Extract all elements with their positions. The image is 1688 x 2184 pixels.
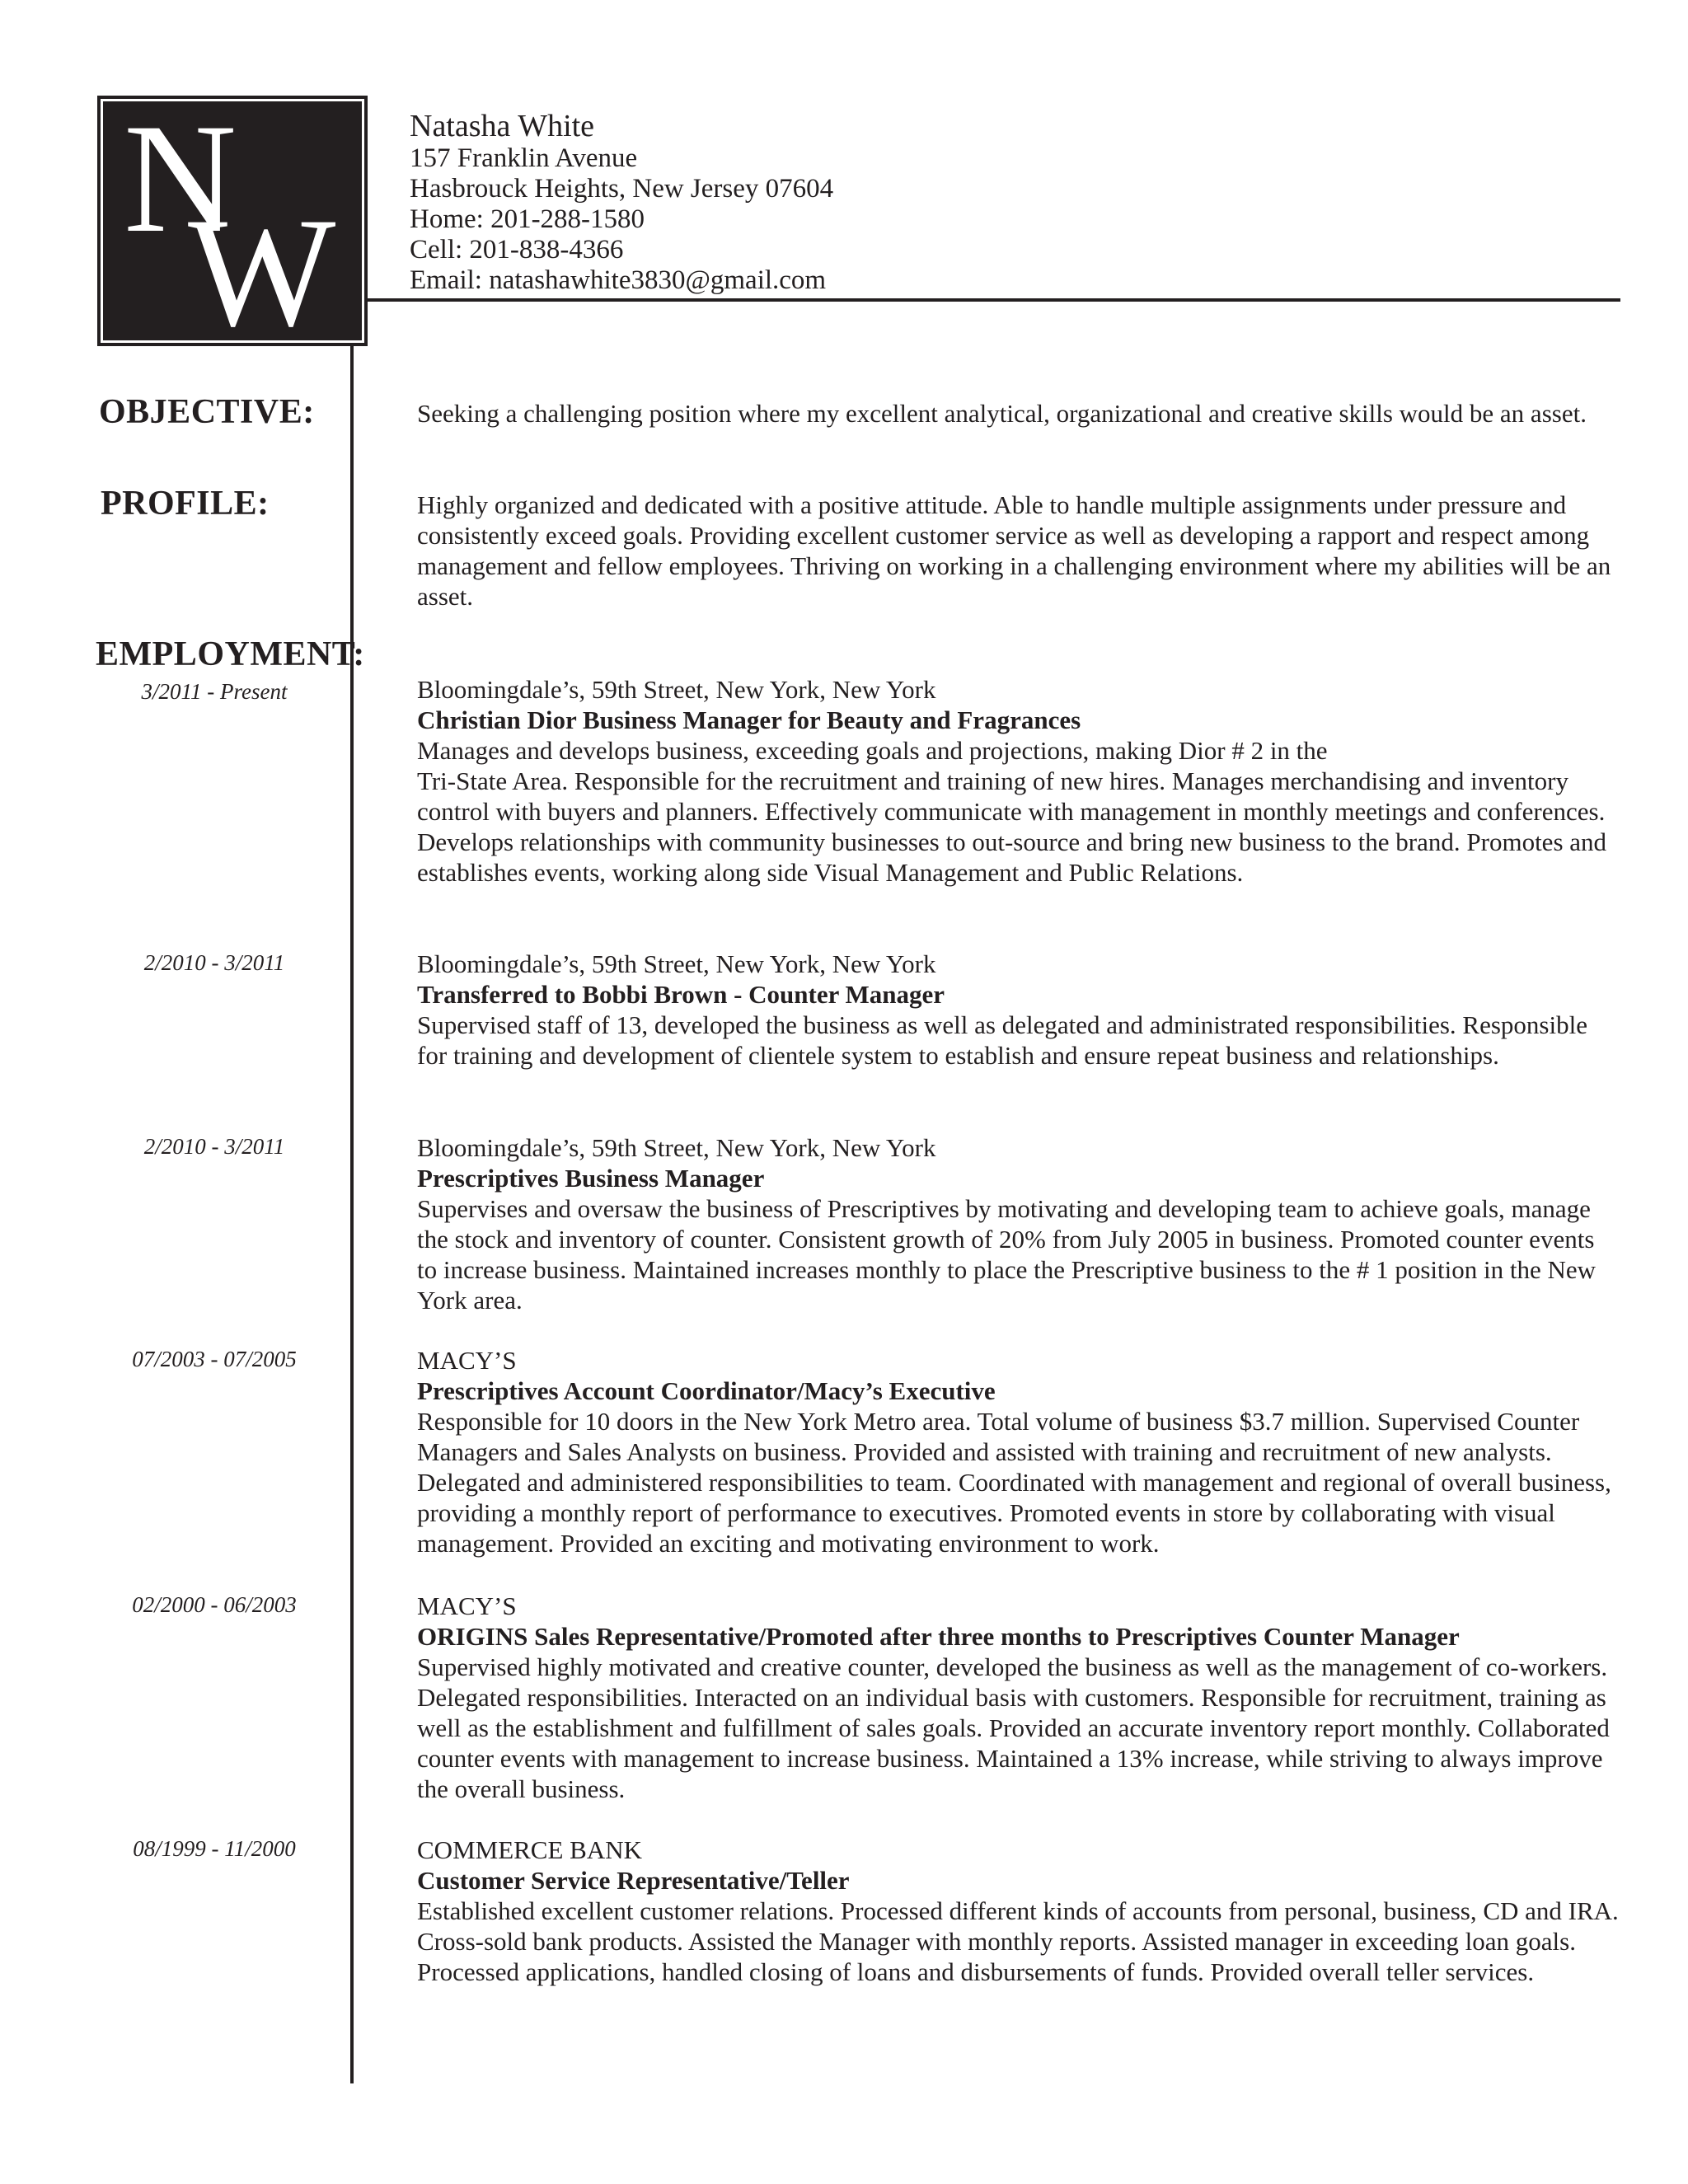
job-description: Supervises and oversaw the business of Prescriptives by motivating and developing team to achieve goals, manage the stock and inventory of counter. Consistent growth of 20% from July 2005 in business. Promoted counter events to increase business. Maintained increases monthly to place the Prescriptive business to the # 1 position in the New York area.: [417, 1194, 1596, 1315]
vertical-divider: [350, 346, 354, 2083]
job-employer: Bloomingdale’s, 59th Street, New York, New York: [417, 1133, 936, 1162]
objective-text: Seeking a challenging position where my excellent analytical, organizational and creative skills would be an asset.: [417, 399, 1587, 428]
contact-address-line1: 157 Franklin Avenue: [410, 143, 638, 173]
monogram-letter-n: N: [124, 92, 237, 265]
job-description: Manages and develops business, exceeding goals and projections, making Dior # 2 in the Tri-State Area. Responsible for the recruitment and training of new hires. Manages merchandising and inventory control with buyers and planners. Effectively communicate with management in monthly meetings and conferences. Develops relationships with community businesses to out-source and bring new business to the brand. Promotes and establishes events, working along side Visual Management and Public Relations.: [417, 736, 1607, 887]
job-employer: MACY’S: [417, 1346, 517, 1375]
job-entry: [417, 949, 1620, 1071]
header-divider: [366, 298, 1620, 302]
contact-cell-phone: Cell: 201-838-4366: [410, 235, 624, 265]
job-employer: Bloomingdale’s, 59th Street, New York, New York: [417, 949, 936, 978]
job-date: 3/2011 - Present: [141, 679, 288, 704]
job-date: 02/2000 - 06/2003: [132, 1592, 297, 1617]
job-entry: [417, 1132, 1620, 1315]
job-entry: [417, 1835, 1620, 1987]
job-role: ORIGINS Sales Representative/Promoted after three months to Prescriptives Counter Manager: [417, 1622, 1460, 1651]
job-role: Prescriptives Business Manager: [417, 1164, 765, 1193]
job-entry: [417, 674, 1620, 888]
job-description: Supervised staff of 13, developed the business as well as delegated and administrated responsibilities. Responsible for training and development of clientele system to establish and ensure repeat business and relationships.: [417, 1010, 1587, 1070]
job-employer: COMMERCE BANK: [417, 1835, 643, 1864]
job-date: 07/2003 - 07/2005: [132, 1347, 297, 1371]
job-date: 2/2010 - 3/2011: [143, 1134, 285, 1159]
job-employer: MACY’S: [417, 1591, 517, 1620]
job-description: Established excellent customer relations. Processed different kinds of accounts from personal, business, CD and IRA. Cross-sold bank products. Assisted the Manager with monthly reports. Assisted manager in exceeding loan goals. Processed applications, handled closing of loans and disbursements of funds. Provided overall teller services.: [417, 1896, 1619, 1986]
contact-name: Natasha White: [410, 109, 595, 143]
contact-block: [410, 109, 833, 296]
job-description: Supervised highly motivated and creative counter, developed the business as well as the management of co-workers. Delegated responsibilities. Interacted on an individual basis with customers. Responsible for recruitment, training as well as the establishment and fulfillment of sales goals. Provided an accurate inventory report monthly. Collaborated counter events with management to increase business. Maintained a 13% increase, while striving to always improve the overall business.: [417, 1652, 1610, 1803]
job-role: Prescriptives Account Coordinator/Macy’s Executive: [417, 1376, 996, 1405]
contact-email: Email: natashawhite3830@gmail.com: [410, 265, 827, 295]
monogram-letter-w: W: [188, 186, 336, 359]
job-description: Responsible for 10 doors in the New York Metro area. Total volume of business $3.7 million. Supervised Counter Managers and Sales Analysts on business. Provided and assisted with training and recruitment of new analysts. Delegated and administered responsibilities to team. Coordinated with management and regional of overall business, providing a monthly report of performance to executives. Promoted events in store by collaborating with visual management. Provided an exciting and motivating environment to work.: [417, 1407, 1611, 1558]
objective-heading: OBJECTIVE:: [99, 393, 315, 431]
job-employer: Bloomingdale’s, 59th Street, New York, New York: [417, 675, 936, 704]
profile-text: Highly organized and dedicated with a positive attitude. Able to handle multiple assignments under pressure and consistently exceed goals. Providing excellent customer service as well as developing a rapport and respect among management and fellow employees. Thriving on working in a challenging environment where my abilities will be an asset.: [417, 490, 1611, 611]
job-role: Transferred to Bobbi Brown - Counter Manager: [417, 980, 945, 1009]
job-date: 08/1999 - 11/2000: [133, 1836, 296, 1861]
job-role: Customer Service Representative/Teller: [417, 1866, 850, 1895]
contact-address-line2: Hasbrouck Heights, New Jersey 07604: [410, 174, 834, 204]
contact-home-phone: Home: 201-288-1580: [410, 204, 645, 234]
job-entry: [417, 1591, 1620, 1804]
profile-heading: PROFILE:: [101, 485, 270, 523]
employment-heading: EMPLOYMENT:: [96, 635, 365, 673]
job-role: Christian Dior Business Manager for Beauty and Fragrances: [417, 705, 1081, 734]
job-date: 2/2010 - 3/2011: [143, 950, 285, 975]
job-entry: [417, 1345, 1620, 1558]
